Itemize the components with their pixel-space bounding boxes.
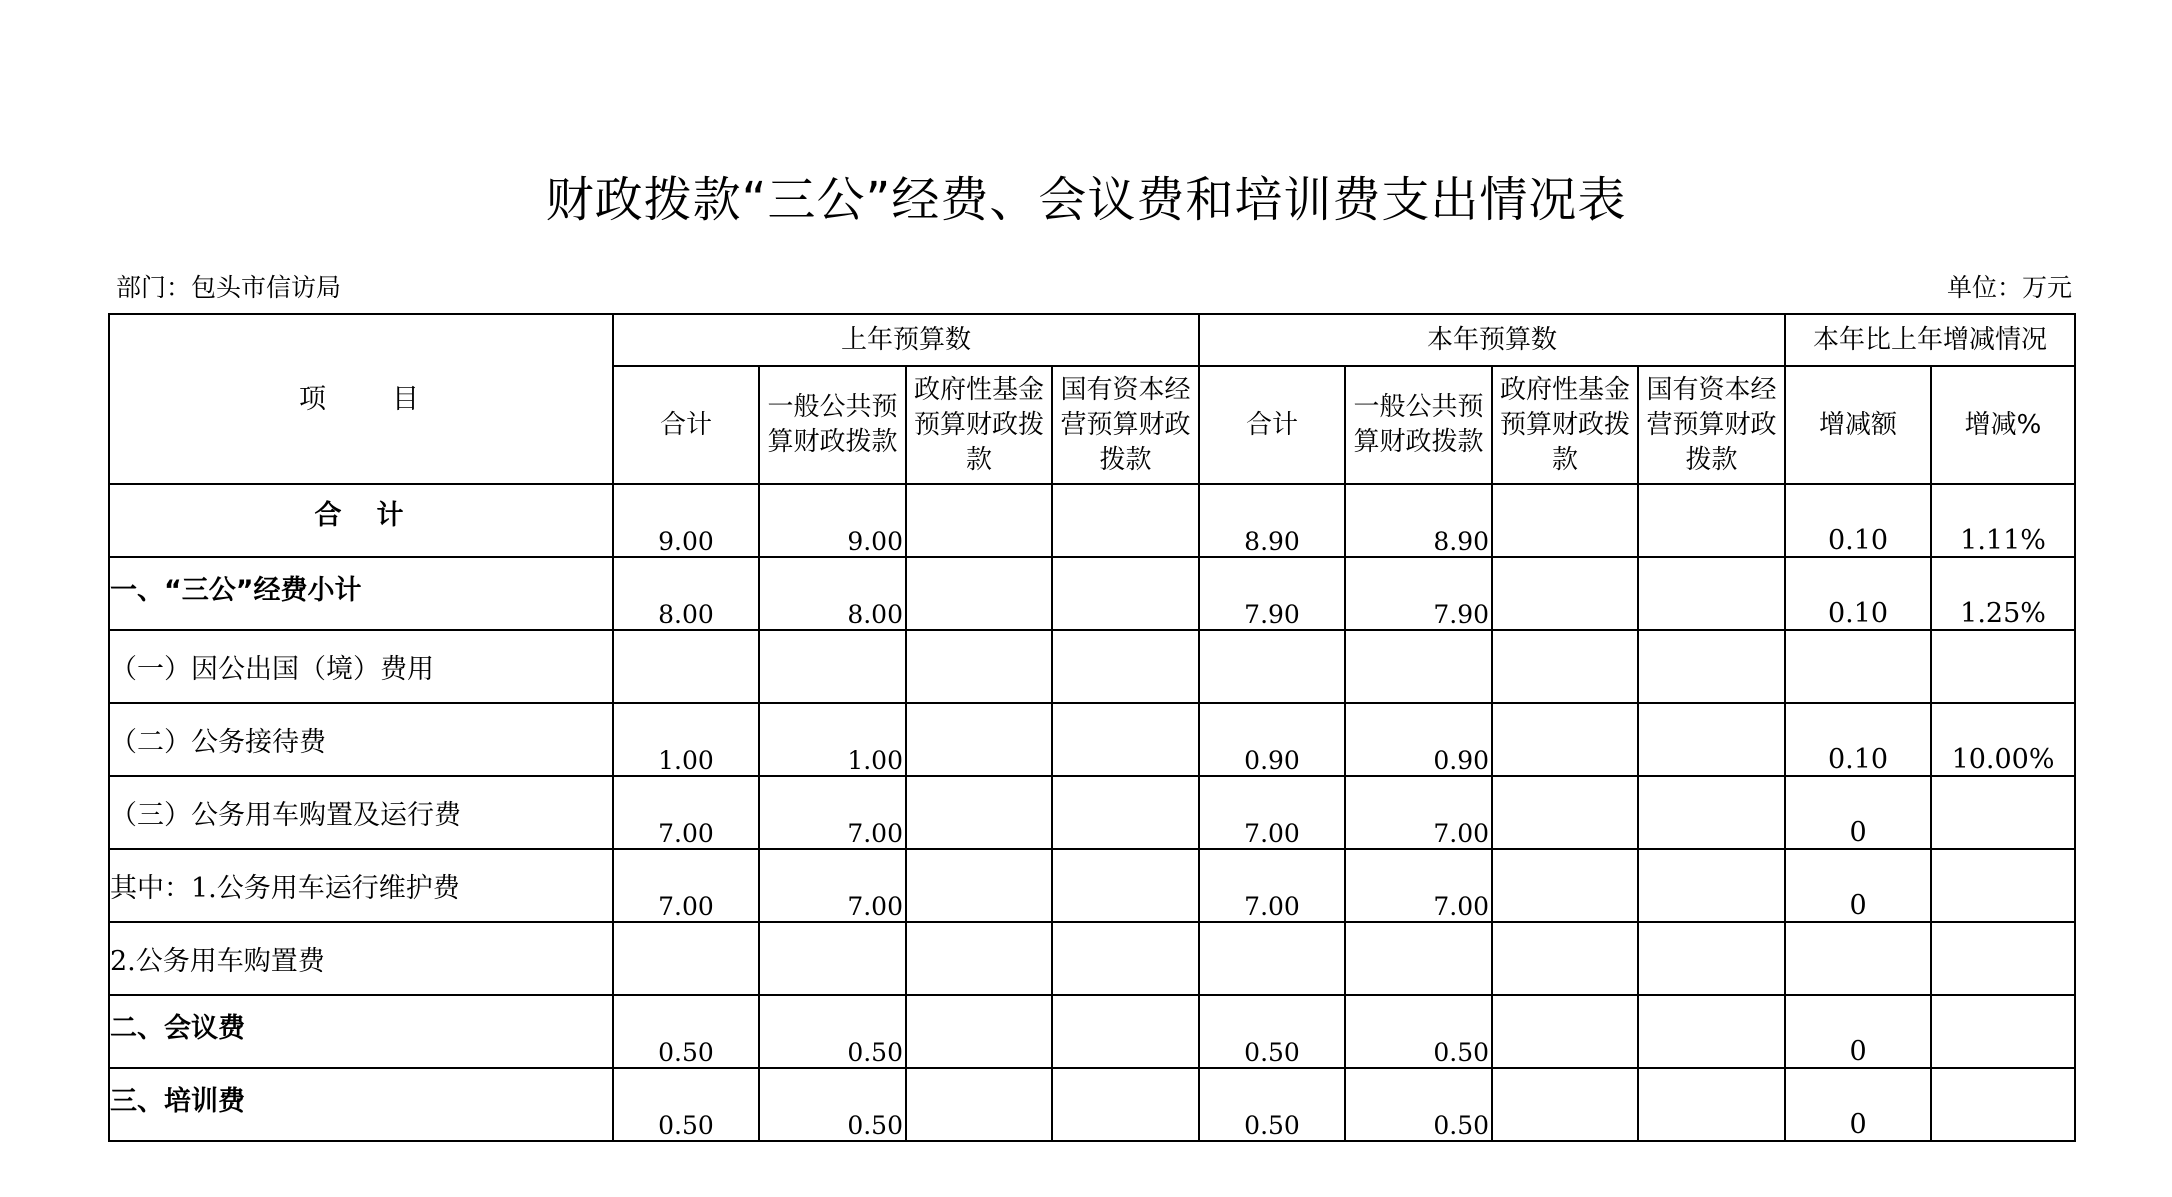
header-ty-general: 一般公共预算财政拨款 — [1345, 366, 1492, 484]
cell-ly-capital — [1052, 484, 1199, 557]
cell-ly-total: 0.50 — [613, 1068, 759, 1141]
cell-ty-general — [1345, 630, 1492, 703]
cell-ly-total: 1.00 — [613, 703, 759, 776]
row-label: 2.公务用车购置费 — [109, 922, 613, 995]
cell-ty-capital — [1638, 922, 1785, 995]
cell-change-amount: 0 — [1785, 995, 1931, 1068]
cell-ty-capital — [1638, 1068, 1785, 1141]
header-ly-capital: 国有资本经营预算财政拨款 — [1052, 366, 1199, 484]
cell-ty-fund — [1492, 922, 1638, 995]
cell-ty-total: 0.50 — [1199, 1068, 1345, 1141]
cell-ty-general: 8.90 — [1345, 484, 1492, 557]
cell-ty-fund — [1492, 703, 1638, 776]
table-row — [109, 922, 2075, 995]
table-row — [109, 630, 2075, 703]
cell-ty-capital — [1638, 776, 1785, 849]
table-row — [109, 703, 2075, 776]
header-item: 项 目 — [109, 314, 613, 484]
cell-change-pct: 1.11% — [1931, 484, 2075, 557]
header-change-pct: 增减% — [1931, 366, 2075, 484]
cell-ty-total: 7.90 — [1199, 557, 1345, 630]
cell-ly-total: 0.50 — [613, 995, 759, 1068]
cell-ty-capital — [1638, 630, 1785, 703]
cell-ty-capital — [1638, 995, 1785, 1068]
cell-ty-fund — [1492, 1068, 1638, 1141]
cell-ly-capital — [1052, 995, 1199, 1068]
table-row — [109, 484, 2075, 557]
cell-ty-total: 0.90 — [1199, 703, 1345, 776]
cell-ly-total: 8.00 — [613, 557, 759, 630]
table-row — [109, 557, 2075, 630]
cell-ly-total: 9.00 — [613, 484, 759, 557]
cell-change-pct: 1.25% — [1931, 557, 2075, 630]
cell-change-pct — [1931, 849, 2075, 922]
cell-change-pct — [1931, 995, 2075, 1068]
cell-ly-capital — [1052, 776, 1199, 849]
cell-ty-total: 0.50 — [1199, 995, 1345, 1068]
cell-ty-capital — [1638, 849, 1785, 922]
cell-ty-general — [1345, 922, 1492, 995]
cell-ty-total: 7.00 — [1199, 849, 1345, 922]
table-row — [109, 849, 2075, 922]
row-label: （三）公务用车购置及运行费 — [109, 776, 613, 849]
cell-ty-total: 8.90 — [1199, 484, 1345, 557]
cell-ly-total — [613, 630, 759, 703]
cell-change-amount — [1785, 922, 1931, 995]
department-label: 部门：包头市信访局 — [116, 273, 342, 302]
expenditure-table — [108, 313, 2076, 1142]
header-ly-general: 一般公共预算财政拨款 — [759, 366, 906, 484]
cell-change-amount: 0 — [1785, 849, 1931, 922]
cell-ly-general — [759, 922, 906, 995]
row-label: 三、培训费 — [109, 1068, 613, 1141]
cell-ty-general: 7.00 — [1345, 849, 1492, 922]
row-label: 一、“三公”经费小计 — [109, 557, 613, 630]
cell-ly-general: 1.00 — [759, 703, 906, 776]
cell-ty-general: 0.90 — [1345, 703, 1492, 776]
cell-ly-general — [759, 630, 906, 703]
cell-ty-general: 0.50 — [1345, 1068, 1492, 1141]
cell-ly-fund — [906, 703, 1052, 776]
cell-ly-fund — [906, 630, 1052, 703]
cell-change-amount: 0.10 — [1785, 703, 1931, 776]
cell-ly-total — [613, 922, 759, 995]
cell-change-pct — [1931, 776, 2075, 849]
cell-ly-general: 9.00 — [759, 484, 906, 557]
cell-ty-fund — [1492, 630, 1638, 703]
header-ty-fund: 政府性基金预算财政拨款 — [1492, 366, 1638, 484]
cell-ty-fund — [1492, 557, 1638, 630]
cell-change-amount: 0 — [1785, 776, 1931, 849]
cell-change-amount: 0 — [1785, 1068, 1931, 1141]
header-ty-total: 合计 — [1199, 366, 1345, 484]
cell-ly-fund — [906, 557, 1052, 630]
cell-ly-general: 8.00 — [759, 557, 906, 630]
cell-ly-capital — [1052, 1068, 1199, 1141]
row-label: 二、会议费 — [109, 995, 613, 1068]
header-change: 本年比上年增减情况 — [1785, 314, 2075, 366]
cell-ly-capital — [1052, 557, 1199, 630]
cell-change-pct: 10.00% — [1931, 703, 2075, 776]
cell-ty-capital — [1638, 484, 1785, 557]
cell-ty-general: 7.00 — [1345, 776, 1492, 849]
table-row — [109, 776, 2075, 849]
cell-ly-capital — [1052, 922, 1199, 995]
cell-ly-fund — [906, 484, 1052, 557]
header-ly-fund: 政府性基金预算财政拨款 — [906, 366, 1052, 484]
cell-change-pct — [1931, 922, 2075, 995]
cell-ty-total: 7.00 — [1199, 776, 1345, 849]
header-this-year: 本年预算数 — [1199, 314, 1785, 366]
cell-change-amount — [1785, 630, 1931, 703]
cell-change-amount: 0.10 — [1785, 484, 1931, 557]
cell-ly-general: 0.50 — [759, 1068, 906, 1141]
cell-ty-general: 7.90 — [1345, 557, 1492, 630]
cell-ly-total: 7.00 — [613, 849, 759, 922]
cell-ty-fund — [1492, 995, 1638, 1068]
cell-ly-fund — [906, 1068, 1052, 1141]
cell-ly-fund — [906, 776, 1052, 849]
row-label: 合 计 — [109, 484, 613, 557]
table-row — [109, 1068, 2075, 1141]
cell-ty-capital — [1638, 703, 1785, 776]
header-change-amount: 增减额 — [1785, 366, 1931, 484]
cell-ty-fund — [1492, 849, 1638, 922]
cell-ly-capital — [1052, 703, 1199, 776]
table-row — [109, 995, 2075, 1068]
cell-ly-total: 7.00 — [613, 776, 759, 849]
row-label: （一）因公出国（境）费用 — [109, 630, 613, 703]
page-title: 财政拨款“三公”经费、会议费和培训费支出情况表 — [545, 172, 1627, 228]
cell-change-pct — [1931, 630, 2075, 703]
cell-ly-capital — [1052, 630, 1199, 703]
header-ty-capital: 国有资本经营预算财政拨款 — [1638, 366, 1785, 484]
cell-ly-general: 0.50 — [759, 995, 906, 1068]
cell-ty-total — [1199, 630, 1345, 703]
cell-ly-fund — [906, 849, 1052, 922]
cell-ty-capital — [1638, 557, 1785, 630]
unit-label: 单位：万元 — [1946, 273, 2072, 302]
cell-change-amount: 0.10 — [1785, 557, 1931, 630]
cell-ty-total — [1199, 922, 1345, 995]
cell-ly-general: 7.00 — [759, 849, 906, 922]
cell-change-pct — [1931, 1068, 2075, 1141]
cell-ty-fund — [1492, 484, 1638, 557]
header-last-year: 上年预算数 — [613, 314, 1199, 366]
cell-ly-general: 7.00 — [759, 776, 906, 849]
cell-ly-fund — [906, 995, 1052, 1068]
row-label: 其中：1.公务用车运行维护费 — [109, 849, 613, 922]
cell-ly-fund — [906, 922, 1052, 995]
header-ly-total: 合计 — [613, 366, 759, 484]
cell-ty-general: 0.50 — [1345, 995, 1492, 1068]
cell-ly-capital — [1052, 849, 1199, 922]
cell-ty-fund — [1492, 776, 1638, 849]
row-label: （二）公务接待费 — [109, 703, 613, 776]
